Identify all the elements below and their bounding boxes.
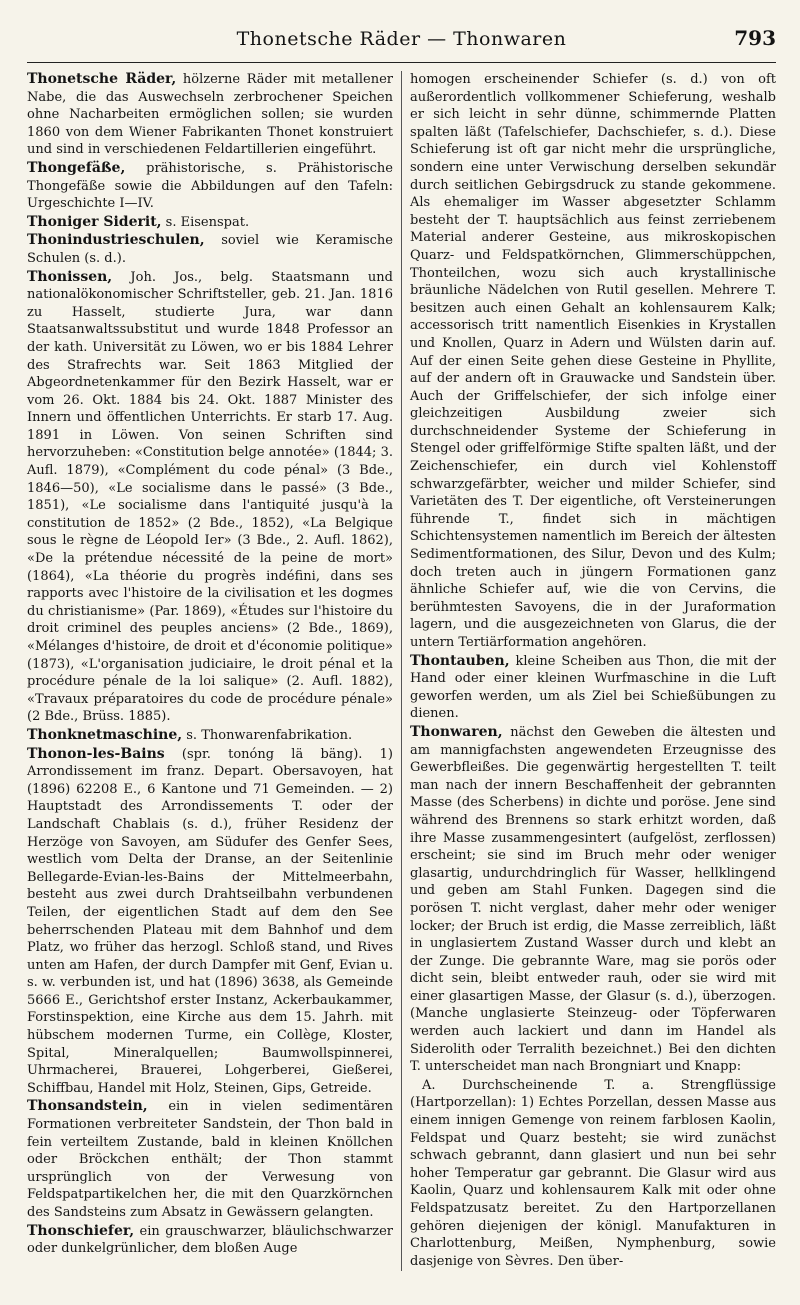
entry-text: kleine Scheiben aus Thon, die mit der Hand oder einer kleinen Wurfmaschine in die Luft geworfen werden, um als Ziel bei Schießübungen zu dienen. — [410, 653, 776, 722]
entry — [410, 724, 776, 1076]
entry — [27, 71, 393, 159]
entry-continuation — [410, 71, 776, 652]
right-column — [401, 71, 776, 1271]
entry-text: prähistorische, s. Prähistorische Thongefäße sowie die Abbildungen auf den Tafeln: Urgeschichte I—IV. — [27, 160, 393, 212]
entry-text: (spr. tonóng lä bäng). 1) Arrondissement im franz. Depart. Obersavoyen, hat (1896) 62208 E., 6 Kantone und 71 Gemeinden. — 2) Hauptstadt des Arrondissements T. oder der Landschaft Chablais (s. d.), früher Residenz der Herzöge von Savoyen, am Südufer des Genfer Sees, westlich vom Delta der Dranse, an der Seitenlinie Bellegarde-Evian-les-Bains der Mittelmeerbahn, besteht aus zwei durch Drahtseilbahn verbundenen Teilen, der eigentlichen Stadt auf dem den See beherrschenden Plateau mit dem Bahnhof und dem Platz, wo früher das herzogl. Schloß stand, und Rives unten am Hafen, der durch Dampfer mit Genf, Evian u. s. w. verbunden ist, und hat (1896) 3638, als Gemeinde 5666 E., Gerichtshof erster Instanz, Ackerbaukammer, Forstinspektion, eine Kirche aus dem 15. Jahrh. mit hübschem modernen Turme, ein Collège, Kloster, Spital, Mineralquellen; Baumwollspinnerei, Uhrmacherei, Brauerei, Lohgerberei, Gießerei, Schiffbau, Handel mit Holz, Steinen, Gips, Getreide. — [27, 746, 393, 1096]
entry-text: nächst den Geweben die ältesten und am mannigfachsten angewendeten Erzeugnisse des Gewerbfleißes. Die gegenwärtig hergestellten T. teilt man nach der innern Beschaffenheit der gebrannten Masse (des Scherbens) in dichte und poröse. Jene sind während des Brennens so stark erhitzt worden, daß ihre Masse zusammengesintert (aufgelöst, zerflossen) erscheint; sie sind im Bruch mehr oder weniger glasartig, undurchdringlich für Wasser, hellklingend und geben am Stahl Funken. Dagegen sind die porösen T. nicht verglast, daher mehr oder weniger locker; der Bruch ist erdig, die Masse zerreiblich, läßt in unglasiertem Zustand Wasser durch und klebt an der Zunge. Die gebrannte Ware, mag sie porös oder dicht sein, bleibt entweder rauh, oder sie wird mit einer glasartigen Masse, der Glasur (s. d.), überzogen. (Manche unglasierte Steinzeug- oder Töpferwaren werden auch lackiert und dann im Handel als Siderolith oder Terralith bezeichnet.) Bei den dichten T. unterscheidet man nach Brongniart und Knapp: — [410, 724, 776, 1075]
entry — [27, 727, 393, 745]
entry-text: s. Eisenspat. — [161, 214, 250, 230]
entry-term: Thonon-les-Bains — [27, 745, 165, 762]
entry-text: ein in vielen sedimentären Formationen verbreiteter Sandstein, der Thon bald in fein verteiltem Zustande, bald in kleinen Knöllchen oder Bröckchen enthält; der Thon stammt ursprünglich von der Verwesung von Feldspatpartikelchen her, die mit den Quarzkörnchen des Sandsteins zum Absatz in Gewässern gelangten. — [27, 1099, 393, 1220]
entry-subsection — [410, 1077, 776, 1271]
entry-term: Thonwaren, — [410, 723, 503, 740]
entry-term: Thonknetmaschine, — [27, 726, 183, 743]
page-number: 793 — [734, 26, 776, 50]
entry-text: ein grauschwarzer, bläulichschwarzer oder dunkelgrünlicher, dem bloßen Auge — [27, 1223, 393, 1257]
entry — [27, 746, 393, 1098]
entry — [410, 653, 776, 723]
entry-text: s. Thonwarenfabrikation. — [182, 727, 353, 743]
entry — [27, 269, 393, 726]
entry-term: Thonindustrieschulen, — [27, 232, 205, 249]
entry-text: homogen erscheinender Schiefer (s. d.) von oft außerordentlich vollkommener Schieferung, weshalb er sich leicht in sehr dünne, schimmernde Platten spalten läßt (Tafelschiefer, Dachschiefer, s. d.). Diese Schieferung ist oft gar nicht mehr die ursprüngliche, sondern eine unter Verwischung derselben sekundär durch seitlichen Gebirgsdruck zu stande gekommene. Als ehemaliger im Wasser abgesetzter Schlamm besteht der T. hauptsächlich aus feinst zerriebenem Material anderer Gesteine, aus mikroskopischen Quarz- und Feldspatkörnchen, Glimmerschüppchen, Thonteilchen, wozu sich auch krystallinische bräunliche Nädelchen von Rutil gesellen. Mehrere T. besitzen auch einen Gehalt an kohlensaurem Kalk; accessorisch tritt namentlich Eisenkies in Krystallen und Knollen, Quarz in Adern und Wülsten darin auf. Auf der einen Seite gehen diese Gesteine in Phyllite, auf der andern oft in Grauwacke und Sandstein über. Auch der Griffelschiefer, der sich infolge einer gleichzeitigen Ausbildung zweier sich durchschneidender Systeme der Schieferung in Stengel oder griffelförmige Stifte spalten läßt, und der Zeichenschiefer, ein durch viel Kohlenstoff schwarzgefärbter, weicher und milder Schiefer, sind Varietäten des T. Der eigentliche, oft Versteinerungen führende T., findet sich in mächtigen Schichtensystemen namentlich im Bereich der ältesten Sedimentformationen, des Silur, Devon und des Kulm; doch treten auch in jüngern Formationen ganz ähnliche Schiefer auf, wie die von Cervins, die berühmtesten Savoyens, die in der Juraformation lagern, und die ausgezeichneten von Glarus, die der untern Tertiärformation angehören. — [410, 72, 776, 650]
entry-term: Thonschiefer, — [27, 1222, 135, 1239]
running-title: Thonetsche Räder — Thonwaren — [236, 28, 567, 50]
entry-text: hölzerne Räder mit metallener Nabe, die das Auswechseln zerbrochener Speichen ohne Nacharbeiten ermöglichen sollen; sie wurden 1860 von dem Wiener Fabrikanten Thonet konstruiert und sind in verschiedenen Feldartillerien eingeführt. — [27, 72, 393, 158]
entry-term: Thonsandstein, — [27, 1098, 148, 1115]
entry-term: Thoniger Siderit, — [27, 213, 162, 230]
entry-term: Thontauben, — [410, 652, 510, 669]
text-columns — [27, 71, 776, 1271]
page-header — [27, 22, 776, 63]
entry — [27, 214, 393, 232]
entry — [27, 1223, 393, 1258]
entry — [27, 232, 393, 267]
entry-term: Thonissen, — [27, 268, 113, 285]
entry-term: Thongefäße, — [27, 159, 126, 176]
left-column — [27, 71, 401, 1271]
entry-term: Thonetsche Räder, — [27, 71, 177, 87]
entry-text: Joh. Jos., belg. Staatsmann und nationalökonomischer Schriftsteller, geb. 21. Jan. 1816 zu Hasselt, studierte Jura, war dann Staatsanwaltssubstitut und wurde 1848 Professor an der kath. Universität zu Löwen, wo er bis 1884 Lehrer des Strafrechts war. Seit 1863 Mitglied der Abgeordnetenkammer für den Bezirk Hasselt, war er vom 26. Okt. 1884 bis 24. Okt. 1887 Minister des Innern und öffentlichen Unterrichts. Er starb 17. Aug. 1891 in Löwen. Von seinen Schriften sind hervorzuheben: «Constitution belge annotée» (1844; 3. Aufl. 1879), «Complément du code pénal» (3 Bde., 1846—50), «Le socialisme dans le passé» (3 Bde., 1851), «Le socialisme dans l'antiquité jusqu'à la constitution de 1852» (2 Bde., 1852), «La Belgique sous le règne de Léopold Ier» (3 Bde., 2. Aufl. 1862), «De la prétendue nécessité de la peine de mort» (1864), «La théorie du progrès indéfini, dans ses rapports avec l'histoire de la civilisation et les dogmes du christianisme» (Par. 1869), «Études sur l'histoire du droit criminel des peuples anciens» (2 Bde., 1869), «Mélanges d'histoire, de droit et d'économie politique» (1873), «L'organisation judiciaire, le droit pénal et la procédure pénale de la loi salique» (2. Aufl. 1882), «Travaux préparatoires du code de procédure pénale» (2 Bde., Brüss. 1885). — [27, 269, 393, 725]
entry-text: soviel wie Keramische Schulen (s. d.). — [27, 233, 393, 266]
entry — [27, 160, 393, 213]
entry-text: A. Durchscheinende T. a. Strengflüssige (Hartporzellan): 1) Echtes Porzellan, dessen Masse aus einem innigen Gemenge von reinem farblosen Kaolin, Feldspat und Quarz besteht; sie wird zunächst schwach gebrannt, dann glasiert und nun bei sehr hoher Temperatur gar gebrannt. Die Glasur wird aus Kaolin, Quarz und kohlensaurem Kalk mit oder ohne Feldspatzusatz bereitet. Zu den Hartporzellanen gehören diejenigen der königl. Manufakturen in Charlottenburg, Meißen, Nymphenburg, sowie dasjenige von Sèvres. Den über- — [410, 1077, 776, 1269]
entry — [27, 1098, 393, 1221]
